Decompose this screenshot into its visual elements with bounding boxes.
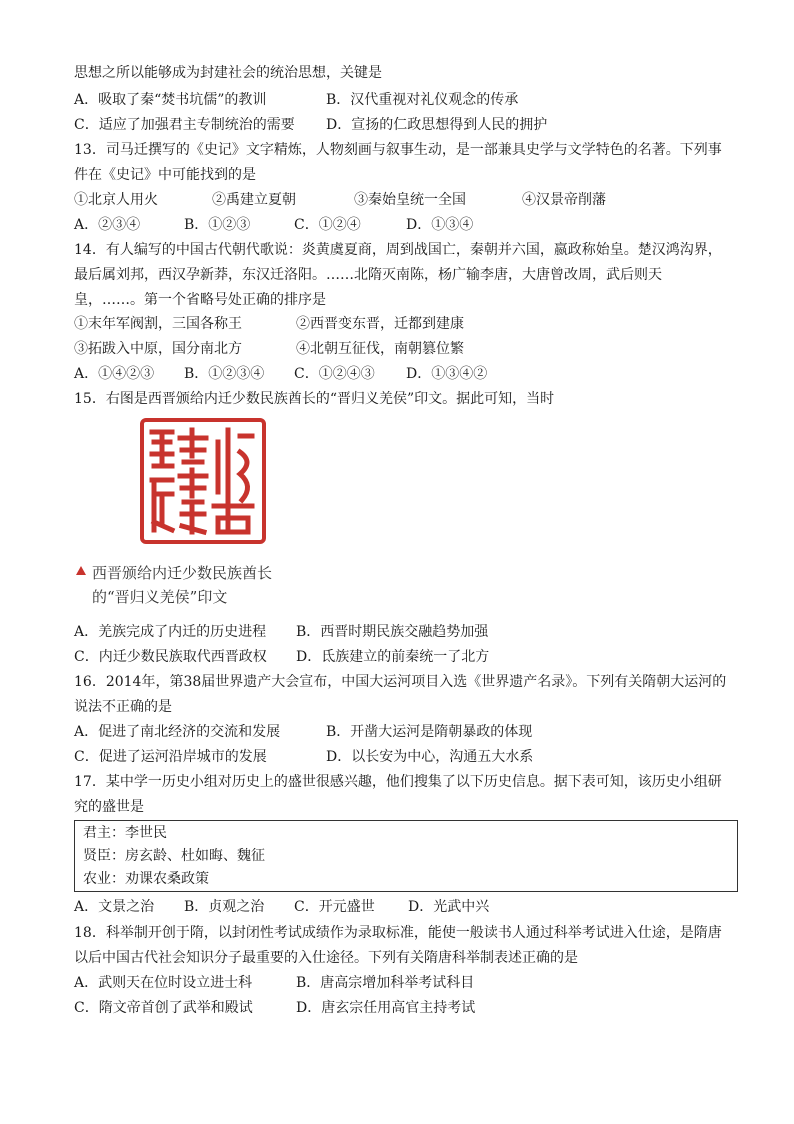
q15-option-d: D．氐族建立的前秦统一了北方	[296, 649, 490, 665]
q13-option-b: B．①②③	[184, 217, 251, 233]
q17-stem-1: 17．某中学一历史小组对历史上的盛世很感兴趣，他们搜集了以下历史信息。据下表可知，该历史小组研	[74, 774, 722, 790]
q13-item-1: ①北京人用火	[74, 192, 158, 208]
q17-stem-2: 究的盛世是	[74, 799, 144, 815]
q12-stem-tail: 思想之所以能够成为封建社会的统治思想，关键是	[74, 65, 382, 81]
q12-option-b: B．汉代重视对礼仪观念的传承	[326, 92, 519, 108]
q16-option-c: C．促进了运河沿岸城市的发展	[74, 749, 267, 765]
q14-option-d: D．①③④②	[406, 366, 488, 382]
info-table	[74, 820, 738, 892]
q14-option-b: B．①②③④	[184, 366, 265, 382]
q14-option-a: A．①④②③	[74, 366, 155, 382]
q12-option-d: D．宣扬的仁政思想得到人民的拥护	[326, 117, 548, 133]
q15-stem: 15．右图是西晋颁给内迁少数民族酋长的“晋归义羌侯”印文。据此可知，当时	[74, 391, 555, 407]
q16-stem-2: 说法不正确的是	[74, 699, 172, 715]
table-row: 贤臣：房玄龄、杜如晦、魏征	[83, 848, 265, 864]
q13-option-d: D．①③④	[406, 217, 474, 233]
q14-item-1: ①末年军阀割，三国各称王	[74, 316, 242, 332]
q18-option-d: D．唐玄宗任用高官主持考试	[296, 1000, 476, 1016]
q16-stem-1: 16．2014年，第38届世界遗产大会宣布，中国大运河项目入选《世界遗产名录》。下列有关隋朝大运河的	[74, 674, 727, 690]
q17-option-c: C．开元盛世	[294, 899, 375, 915]
table-row: 农业：劝课农桑政策	[83, 871, 209, 887]
q18-option-b: B．唐高宗增加科举考试科目	[296, 975, 475, 991]
q16-option-b: B．开凿大运河是隋朝暴政的体现	[326, 724, 533, 740]
q14-stem-2: 最后属刘邦，西汉孕新莽，东汉迁洛阳。……北隋灭南陈，杨广输李唐，大唐曾改周，武后则天	[74, 267, 662, 283]
q12-option-a: A．吸取了秦“焚书坑儒”的教训	[74, 92, 267, 108]
q18-stem-1: 18．科举制开创于隋，以封闭性考试成绩作为录取标准，能使一般读书人通过科举考试进入仕途，是隋唐	[74, 925, 722, 941]
q18-option-a: A．武则天在位时设立进士科	[74, 975, 253, 991]
q15-option-a: A．羌族完成了内迁的历史进程	[74, 624, 267, 640]
q13-stem-1: 13．司马迁撰写的《史记》文字精炼，人物刻画与叙事生动，是一部兼具史学与文学特色的名著。下列事	[74, 142, 722, 158]
table-row: 君主：李世民	[83, 825, 167, 841]
q15-option-c: C．内迁少数民族取代西晋政权	[74, 649, 267, 665]
q14-item-4: ④北朝互征伐，南朝篡位繁	[296, 341, 464, 357]
q14-stem-3: 皇，……。第一个省略号处正确的排序是	[74, 292, 326, 308]
q16-option-d: D．以长安为中心，沟通五大水系	[326, 749, 534, 765]
seal-glyphs-drawing	[144, 422, 262, 540]
q13-item-3: ③秦始皇统一全国	[354, 192, 466, 208]
q16-option-a: A．促进了南北经济的交流和发展	[74, 724, 281, 740]
q14-option-c: C．①②④③	[294, 366, 375, 382]
caption-triangle-icon	[76, 566, 86, 575]
q13-option-c: C．①②④	[294, 217, 361, 233]
q13-option-a: A．②③④	[74, 217, 141, 233]
q18-option-c: C．隋文帝首创了武举和殿试	[74, 1000, 253, 1016]
q13-item-2: ②禹建立夏朝	[212, 192, 296, 208]
q13-stem-2: 件在《史记》中可能找到的是	[74, 167, 256, 183]
seal-image	[140, 418, 266, 544]
q14-stem-1: 14．有人编写的中国古代朝代歌说：炎黄虞夏商，周到战国亡，秦朝并六国，嬴政称始皇。楚汉鸿沟界，	[74, 242, 722, 258]
q13-item-4: ④汉景帝削藩	[522, 192, 606, 208]
q12-option-c: C．适应了加强君主专制统治的需要	[74, 117, 295, 133]
q17-option-b: B．贞观之治	[184, 899, 265, 915]
q14-item-2: ②西晋变东晋，迁都到建康	[296, 316, 464, 332]
q17-option-d: D．光武中兴	[408, 899, 490, 915]
q14-item-3: ③拓跋入中原，国分南北方	[74, 341, 242, 357]
q15-option-b: B．西晋时期民族交融趋势加强	[296, 624, 489, 640]
seal-caption-2: 的“晋归义羌侯”印文	[92, 588, 228, 606]
q18-stem-2: 以后中国古代社会知识分子最重要的入仕途径。下列有关隋唐科举制表述正确的是	[74, 950, 578, 966]
q17-option-a: A．文景之治	[74, 899, 155, 915]
seal-caption-1: 西晋颁给内迁少数民族酋长	[92, 564, 273, 582]
